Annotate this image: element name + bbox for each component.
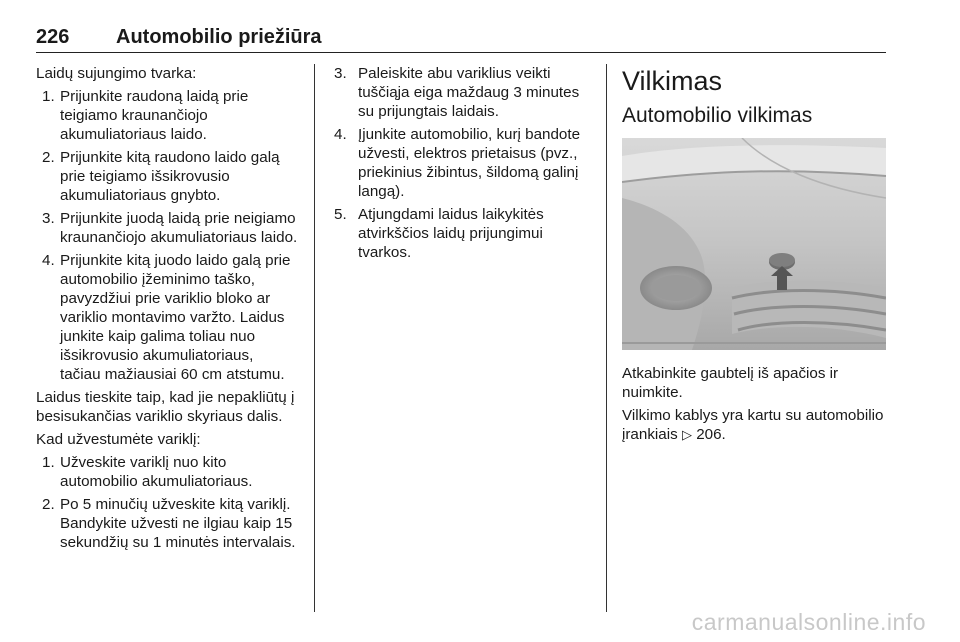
- step-number: 2.: [42, 496, 55, 513]
- step-number: 5.: [334, 206, 347, 223]
- list-item: [36, 87, 298, 144]
- list-item: [334, 205, 596, 262]
- step-number: 2.: [42, 149, 55, 166]
- cable-routing-paragraph: Laidus tieskite taip, kad jie nepakliūtų į besisukančias variklio skyriaus dalis.: [36, 389, 295, 425]
- continued-steps: [334, 64, 596, 262]
- step-text: Prijunkite juodą laidą prie neigiamo kraunančiojo akumuliatoriaus laido.: [60, 210, 298, 246]
- step-number: 4.: [42, 252, 55, 269]
- page-ref-arrow-icon[interactable]: ▷: [681, 427, 692, 442]
- step-text: Prijunkite kitą juodo laido galą prie automobilio įžeminimo taško, pavyzdžiui prie variklio bloko ar variklio montavimo varžto. Laidus junkite kaip galima toliau nuo išsikrovusio akumuliatoriaus, tačiau mažiausiai 60 cm atstumu.: [60, 252, 291, 383]
- list-item: [36, 209, 298, 247]
- list-item: [36, 148, 298, 205]
- column-left: [36, 64, 298, 556]
- step-number: 1.: [42, 454, 55, 471]
- list-item: [36, 495, 298, 552]
- connection-order-intro: Laidų sujungimo tvarka:: [36, 65, 197, 82]
- towing-cap-photo: [622, 138, 886, 350]
- list-item: [36, 251, 298, 384]
- step-number: 4.: [334, 126, 347, 143]
- chapter-title: Automobilio priežiūra: [116, 26, 322, 48]
- watermark: carmanualsonline.info: [691, 609, 926, 635]
- column-right: [622, 64, 886, 448]
- step-number: 3.: [334, 65, 347, 82]
- step-text: Užveskite variklį nuo kito automobilio akumuliatoriaus.: [60, 454, 253, 490]
- list-item: [334, 125, 596, 201]
- step-text: Prijunkite kitą raudono laido galą prie teigiamo išsikrovusio akumuliatoriaus gnybto.: [60, 149, 280, 204]
- step-text: Įjunkite automobilio, kurį bandote užvesti, elektros prietaisus (pvz., priekinius žibintus, šildomą galinį langą).: [358, 126, 581, 200]
- connection-steps: [36, 87, 298, 384]
- section-title: Vilkimas: [622, 66, 723, 96]
- page-header: [36, 26, 886, 53]
- step-text: Po 5 minučių užveskite kitą variklį. Bandykite užvesti ne ilgiau kaip 15 sekundžių su 1 minutės intervalais.: [60, 496, 296, 551]
- start-engine-intro: Kad užvestumėte variklį:: [36, 431, 201, 448]
- column-middle: [334, 64, 596, 266]
- start-steps: [36, 453, 298, 552]
- list-item: [36, 453, 298, 491]
- column-divider: [606, 64, 607, 612]
- column-divider: [314, 64, 315, 612]
- step-text: Paleiskite abu variklius veikti tuščiąja eiga maždaug 3 minutes su prijungtais laidais.: [358, 65, 580, 120]
- remove-cap-paragraph: Atkabinkite gaubtelį iš apačios ir nuimkite.: [622, 365, 839, 401]
- page-number: 226: [36, 26, 70, 48]
- step-number: 3.: [42, 210, 55, 227]
- page-reference[interactable]: 206.: [696, 426, 726, 443]
- list-item: [334, 64, 596, 121]
- tow-hook-text: Vilkimo kablys yra kartu su automobilio įrankiais: [622, 407, 884, 443]
- step-number: 1.: [42, 88, 55, 105]
- subsection-title: Automobilio vilkimas: [622, 104, 813, 127]
- step-text: Atjungdami laidus laikykitės atvirkščios laidų prijungimui tvarkos.: [358, 206, 544, 261]
- step-text: Prijunkite raudoną laidą prie teigiamo kraunančiojo akumuliatoriaus laido.: [60, 88, 249, 143]
- tow-hook-paragraph: [622, 406, 886, 444]
